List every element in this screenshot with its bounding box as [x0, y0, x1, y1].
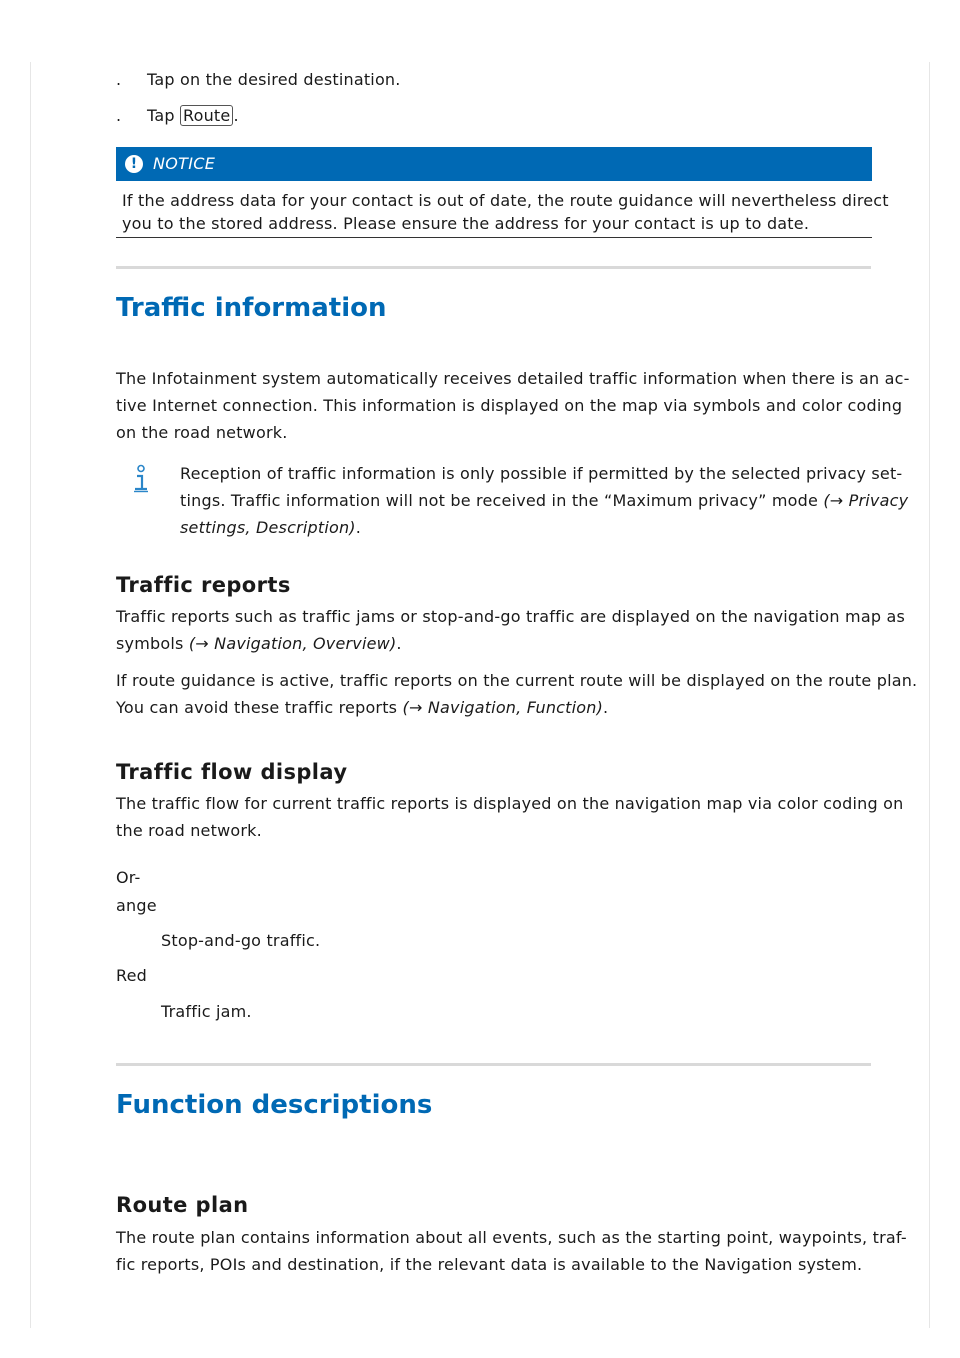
tip-line: Reception of traffic information is only possible if permitted by the selected privacy set- [180, 464, 903, 483]
legend-desc-orange: Stop-and-go traffic. [161, 931, 321, 950]
section-title-traffic-information: Traffic information [116, 293, 387, 323]
privacy-settings-reference: (→ Privacy [823, 491, 909, 510]
subsection-title-traffic-flow: Traffic flow display [116, 760, 348, 784]
paragraph-line: tive Internet connection. This information is displayed on the map via symbols and color coding [116, 396, 903, 415]
paragraph-line: If route guidance is active, traffic reports on the current route will be displayed on the route plan. [116, 671, 918, 690]
legend-desc-red: Traffic jam. [161, 1002, 252, 1021]
step-text: Tap on the desired destination. [147, 70, 401, 89]
legend-term-line: Red [116, 966, 147, 985]
navigation-function-reference: (→ Navigation, Function) [402, 698, 604, 717]
traffic-information-intro [116, 365, 910, 446]
legend-term-line: Or- [116, 868, 141, 887]
tip-line: tings. Traffic information will not be received in the “Maximum privacy” mode [180, 491, 824, 510]
notice-body [122, 189, 889, 235]
step-text: Tap [147, 106, 180, 125]
route-button-label: Route [180, 105, 233, 126]
exclamation-icon: ! [125, 155, 143, 173]
tip-line-end: . [355, 518, 362, 537]
paragraph-line: Traffic reports such as traffic jams or stop-and-go traffic are displayed on the navigation map as [116, 607, 906, 626]
legend-term-red [116, 962, 147, 990]
notice-line: If the address data for your contact is out of date, the route guidance will nevertheless direct [122, 191, 889, 210]
traffic-reports-paragraph [116, 667, 918, 721]
notice-title: NOTICE [153, 154, 216, 173]
privacy-tip [180, 460, 909, 541]
paragraph-line: The route plan contains information about all events, such as the starting point, waypoints, traf- [116, 1228, 907, 1247]
page-frame-right [929, 62, 930, 1328]
step-bullet: . [116, 106, 122, 125]
legend-term-line: ange [116, 896, 157, 915]
paragraph-line: on the road network. [116, 423, 288, 442]
notice-line: you to the stored address. Please ensure the address for your contact is up to date. [122, 214, 810, 233]
paragraph-line: You can avoid these traffic reports [116, 698, 403, 717]
navigation-overview-reference: (→ Navigation, Overview) [188, 634, 397, 653]
legend-term-orange [116, 864, 157, 920]
route-plan-paragraph [116, 1224, 907, 1278]
info-icon [131, 464, 151, 494]
step-text-end: . [233, 106, 239, 125]
notice-divider [116, 237, 872, 238]
traffic-flow-intro [116, 790, 904, 844]
section-title-function-descriptions: Function descriptions [116, 1090, 433, 1120]
paragraph-line: symbols [116, 634, 189, 653]
step-bullet: . [116, 70, 122, 89]
section-divider [116, 266, 871, 269]
paragraph-line: The Infotainment system automatically receives detailed traffic information when there is an ac- [116, 369, 910, 388]
traffic-reports-paragraph [116, 603, 906, 657]
subsection-title-route-plan: Route plan [116, 1193, 249, 1217]
page-frame-left [30, 62, 31, 1328]
paragraph-line-end: . [603, 698, 609, 717]
section-divider [116, 1063, 871, 1066]
subsection-title-traffic-reports: Traffic reports [116, 573, 291, 597]
paragraph-line: The traffic flow for current traffic reports is displayed on the navigation map via color coding on [116, 794, 904, 813]
paragraph-line: the road network. [116, 821, 262, 840]
notice-header [116, 147, 872, 181]
paragraph-line-end: . [396, 634, 402, 653]
paragraph-line: fic reports, POIs and destination, if the relevant data is available to the Navigation system. [116, 1255, 863, 1274]
privacy-settings-reference-cont: settings, Description) [180, 518, 356, 537]
